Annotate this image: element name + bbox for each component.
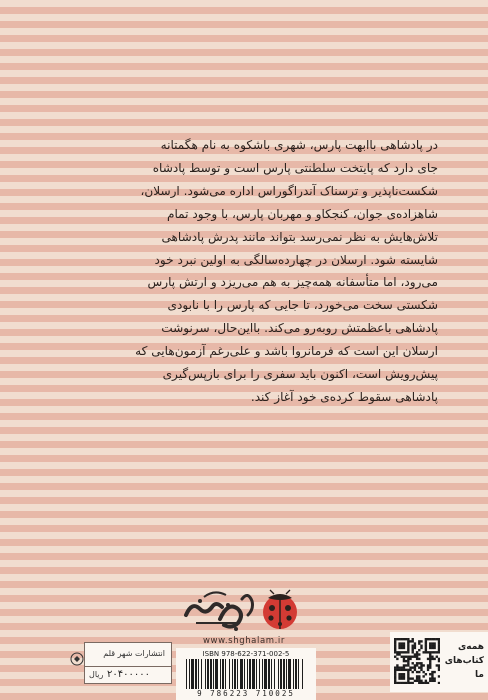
qr-module (438, 675, 440, 677)
qr-module (429, 651, 431, 653)
qr-module (414, 653, 416, 655)
qr-module (427, 664, 429, 666)
series-label-line2: کتاب‌های (444, 656, 484, 666)
qr-module (412, 647, 414, 649)
qr-code-icon[interactable] (394, 638, 440, 684)
qr-module (425, 640, 427, 642)
qr-module (398, 647, 400, 649)
qr-module (429, 664, 431, 666)
qr-module (409, 677, 411, 679)
qr-module (427, 682, 429, 684)
qr-module (429, 660, 431, 662)
qr-module (396, 638, 398, 640)
qr-module (403, 642, 405, 644)
qr-module (429, 666, 431, 668)
barcode-bar (237, 659, 238, 689)
qr-module (418, 671, 420, 673)
barcode-bar (210, 659, 212, 689)
qr-module (427, 651, 429, 653)
qr-module (407, 677, 409, 679)
qr-module (416, 656, 418, 658)
qr-module (409, 682, 411, 684)
blurb-line: در پادشاهی باابهت پارس، شهری باشکوه به نام هگمتانه (160, 138, 438, 152)
barcode-bar (225, 659, 226, 689)
qr-module (420, 666, 422, 668)
qr-module (414, 656, 416, 658)
barcode-bar (189, 659, 190, 689)
barcode-bar (229, 659, 230, 689)
qr-module (429, 680, 431, 682)
qr-module (403, 666, 405, 668)
barcode-bar (244, 659, 245, 689)
qr-module (418, 653, 420, 655)
qr-module (396, 664, 398, 666)
blurb-line: شکست‌ناپذیر و ترسناک آندراگوراس اداره می‌شود. ارسلان، (140, 183, 438, 198)
qr-module (414, 669, 416, 671)
barcode-bar (264, 659, 267, 689)
barcode-bar (234, 659, 236, 689)
barcode-bar (256, 659, 257, 689)
qr-module (436, 638, 438, 640)
qr-module (407, 645, 409, 647)
qr-module (401, 666, 403, 668)
qr-module (438, 649, 440, 651)
qr-module (420, 664, 422, 666)
qr-module (403, 645, 405, 647)
qr-module (427, 666, 429, 668)
barcode-bar (249, 659, 251, 689)
qr-module (433, 638, 435, 640)
qr-module (438, 658, 440, 660)
qr-module (429, 658, 431, 660)
qr-module (405, 651, 407, 653)
qr-module (394, 680, 396, 682)
qr-module (431, 642, 433, 644)
qr-module (427, 658, 429, 660)
qr-module (431, 680, 433, 682)
qr-module (420, 662, 422, 664)
blurb-line: شایسته شود. ارسلان در چهارده‌سالگی به اولین نبرد خود (154, 252, 438, 267)
barcode-bar (207, 659, 209, 689)
barcode-bar (295, 659, 297, 689)
price-value: ۲۰۴۰۰۰۰۰ (107, 669, 150, 680)
qr-module (431, 673, 433, 675)
barcode-bar (283, 659, 285, 689)
qr-module (412, 656, 414, 658)
qr-module (394, 649, 396, 651)
qr-module (405, 682, 407, 684)
barcode-bar (302, 659, 303, 689)
qr-module (412, 677, 414, 679)
qr-module (422, 651, 424, 653)
ladybug-icon (258, 588, 302, 632)
qr-module (438, 660, 440, 662)
qr-module (433, 658, 435, 660)
qr-module (403, 660, 405, 662)
barcode-bar (262, 659, 263, 689)
qr-module (401, 647, 403, 649)
qr-module (398, 653, 400, 655)
barcode-bar (213, 659, 214, 689)
qr-module (407, 660, 409, 662)
qr-module (420, 680, 422, 682)
publisher-seal-icon (70, 652, 84, 666)
qr-module (394, 642, 396, 644)
qr-module (438, 669, 440, 671)
qr-module (403, 651, 405, 653)
barcode-bar (198, 659, 199, 689)
barcode-bar (220, 659, 221, 689)
qr-module (398, 645, 400, 647)
qr-module (394, 666, 396, 668)
barcode-bar (240, 659, 243, 689)
qr-module (412, 666, 414, 668)
qr-module (416, 662, 418, 664)
barcode-bar (222, 659, 224, 689)
qr-module (407, 673, 409, 675)
qr-module (431, 675, 433, 677)
qr-module (416, 651, 418, 653)
qr-panel (390, 632, 488, 692)
barcode-bar (278, 659, 279, 689)
barcode-bar (259, 659, 260, 689)
qr-module (409, 666, 411, 668)
qr-module (394, 656, 396, 658)
qr-module (414, 666, 416, 668)
qr-module (422, 682, 424, 684)
qr-module (422, 675, 424, 677)
qr-module (431, 651, 433, 653)
qr-module (403, 675, 405, 677)
qr-module (429, 638, 431, 640)
blurb-line: ارسلان این است که فرمانروا باشد و علی‌رغم آزمون‌هایی که (135, 344, 438, 359)
qr-module (401, 656, 403, 658)
qr-module (431, 645, 433, 647)
blurb-line: می‌رود، اما متأسفانه همه‌چیز به هم می‌ریزد و ارتش پارس (147, 275, 438, 290)
qr-module (394, 675, 396, 677)
barcode-bar (280, 659, 282, 689)
qr-module (396, 658, 398, 660)
qr-module (425, 682, 427, 684)
qr-module (394, 682, 396, 684)
publisher-website[interactable]: www.shghalam.ir (203, 636, 285, 646)
qr-module (429, 653, 431, 655)
qr-module (418, 649, 420, 651)
qr-module (433, 645, 435, 647)
blurb-line: تلاش‌هایش به نظر نمی‌رسد بتواند مانند پدرش پادشاهی (161, 229, 438, 244)
qr-module (398, 673, 400, 675)
qr-module (401, 669, 403, 671)
qr-module (418, 682, 420, 684)
qr-module (403, 647, 405, 649)
qr-module (407, 640, 409, 642)
qr-module (403, 677, 405, 679)
barcode-bar (286, 659, 287, 689)
qr-module (416, 658, 418, 660)
blurb-line: شاهزاده‌ی جوان، کنجکاو و مهربان پارس، با وجود تمام (166, 206, 438, 221)
qr-module (418, 666, 420, 668)
isbn-number: ISBN 978-622-371-002-5 (202, 650, 290, 658)
qr-module (416, 677, 418, 679)
barcode-bar (205, 659, 206, 689)
qr-module (431, 658, 433, 660)
qr-module (405, 669, 407, 671)
qr-module (403, 682, 405, 684)
qr-module (418, 640, 420, 642)
qr-module (418, 662, 420, 664)
qr-module (431, 647, 433, 649)
qr-module (407, 662, 409, 664)
qr-module (438, 666, 440, 668)
barcode-bar (271, 659, 272, 689)
qr-module (429, 677, 431, 679)
qr-module (425, 638, 427, 640)
qr-module (398, 642, 400, 644)
qr-module (420, 647, 422, 649)
isbn-barcode (176, 648, 316, 700)
qr-module (420, 682, 422, 684)
barcode-bar (232, 659, 233, 689)
qr-module (433, 647, 435, 649)
qr-module (431, 677, 433, 679)
qr-module (416, 675, 418, 677)
qr-module (420, 669, 422, 671)
qr-module (431, 638, 433, 640)
qr-module (412, 645, 414, 647)
barcode-bar (293, 659, 294, 689)
qr-module (398, 666, 400, 668)
qr-module (407, 680, 409, 682)
qr-module (403, 656, 405, 658)
qr-module (405, 656, 407, 658)
qr-module (398, 675, 400, 677)
qr-module (433, 671, 435, 673)
qr-module (409, 640, 411, 642)
qr-module (398, 682, 400, 684)
qr-module (416, 671, 418, 673)
qr-module (407, 656, 409, 658)
qr-module (425, 651, 427, 653)
qr-module (409, 669, 411, 671)
qr-module (422, 671, 424, 673)
qr-module (405, 638, 407, 640)
qr-module (394, 638, 396, 640)
barcode-bar (252, 659, 255, 689)
qr-module (394, 673, 396, 675)
qr-module (427, 669, 429, 671)
qr-module (405, 664, 407, 666)
barcode-bar (298, 659, 299, 689)
qr-module (394, 647, 396, 649)
price-row (85, 666, 171, 684)
barcode-bar (201, 659, 202, 689)
barcode-bar (186, 659, 187, 689)
series-label-line3: ما (475, 670, 484, 680)
qr-module (401, 651, 403, 653)
qr-module (438, 638, 440, 640)
qr-module (416, 653, 418, 655)
qr-module (438, 664, 440, 666)
qr-module (429, 656, 431, 658)
qr-module (438, 642, 440, 644)
price-box (84, 642, 172, 684)
qr-module (396, 653, 398, 655)
barcode-bar (191, 659, 194, 689)
qr-module (407, 682, 409, 684)
qr-module (394, 640, 396, 642)
qr-module (433, 677, 435, 679)
qr-module (407, 638, 409, 640)
qr-module (431, 656, 433, 658)
blurb-line: پادشاهی باعظمتش روبه‌رو می‌کند. بااین‌حال، سرنوشت (161, 321, 438, 336)
qr-module (425, 680, 427, 682)
qr-module (412, 671, 414, 673)
qr-module (429, 647, 431, 649)
qr-module (438, 682, 440, 684)
qr-module (438, 647, 440, 649)
qr-module (414, 680, 416, 682)
barcode-bar (268, 659, 270, 689)
qr-module (414, 645, 416, 647)
qr-module (398, 669, 400, 671)
qr-module (412, 640, 414, 642)
qr-module (414, 664, 416, 666)
qr-module (407, 664, 409, 666)
barcode-bar (274, 659, 275, 689)
qr-module (403, 664, 405, 666)
blurb-line: پادشاهی سقوط کرده‌ی خود آغاز کند. (250, 389, 438, 404)
qr-module (438, 640, 440, 642)
qr-module (396, 666, 398, 668)
barcode-digits: 9 786223 710025 (197, 689, 295, 698)
qr-module (403, 673, 405, 675)
qr-module (407, 649, 409, 651)
qr-module (418, 680, 420, 682)
qr-module (425, 647, 427, 649)
qr-module (420, 640, 422, 642)
qr-module (394, 645, 396, 647)
qr-module (398, 651, 400, 653)
qr-module (407, 651, 409, 653)
qr-module (414, 647, 416, 649)
price-unit: ریال (89, 670, 104, 679)
barcode-icon (184, 659, 308, 689)
qr-module (412, 682, 414, 684)
qr-module (407, 671, 409, 673)
qr-module (396, 651, 398, 653)
qr-module (438, 651, 440, 653)
qr-module (412, 649, 414, 651)
qr-module (425, 649, 427, 651)
qr-module (429, 662, 431, 664)
qr-module (420, 645, 422, 647)
qr-module (403, 658, 405, 660)
series-label-line1: همه‌ی (458, 642, 484, 652)
qr-module (401, 675, 403, 677)
qr-module (429, 673, 431, 675)
qr-module (433, 651, 435, 653)
qr-module (401, 677, 403, 679)
qr-module (394, 677, 396, 679)
qr-module (414, 642, 416, 644)
qr-module (407, 658, 409, 660)
qr-module (433, 680, 435, 682)
qr-module (396, 669, 398, 671)
qr-module (407, 669, 409, 671)
blurb-line: پیش‌رویش است، اکنون باید سفری را برای بازپس‌گیری (162, 367, 438, 382)
barcode-bar (288, 659, 291, 689)
qr-module (425, 645, 427, 647)
barcode-bar (195, 659, 197, 689)
qr-module (398, 677, 400, 679)
back-cover-blurb (62, 134, 438, 409)
qr-module (418, 675, 420, 677)
qr-module (401, 638, 403, 640)
qr-module (425, 642, 427, 644)
qr-module (429, 645, 431, 647)
qr-module (403, 669, 405, 671)
qr-module (407, 675, 409, 677)
qr-module (412, 662, 414, 664)
qr-module (394, 671, 396, 673)
qr-module (394, 669, 396, 671)
qr-module (401, 642, 403, 644)
qr-module (409, 658, 411, 660)
qr-module (398, 638, 400, 640)
qr-module (396, 682, 398, 684)
qr-module (436, 664, 438, 666)
qr-module (403, 638, 405, 640)
qr-module (429, 642, 431, 644)
blurb-line: شکستی سخت می‌خورد، تا جایی که پارس را با نابودی (167, 298, 438, 313)
qr-module (422, 664, 424, 666)
price-box-publisher: انتشارات شهر قلم (103, 649, 165, 658)
qr-module (407, 647, 409, 649)
blurb-line: جای دارد که پایتخت سلطنتی پارس است و توسط پادشاه (152, 160, 438, 175)
qr-module (436, 651, 438, 653)
qr-module (436, 656, 438, 658)
qr-module (418, 658, 420, 660)
qr-module (427, 638, 429, 640)
qr-module (401, 673, 403, 675)
qr-module (401, 682, 403, 684)
qr-module (412, 651, 414, 653)
qr-module (409, 656, 411, 658)
barcode-bar (215, 659, 218, 689)
publisher-logo (176, 585, 256, 635)
qr-module (405, 660, 407, 662)
qr-module (412, 638, 414, 640)
barcode-bar (247, 659, 248, 689)
qr-module (433, 642, 435, 644)
qr-module (418, 642, 420, 644)
qr-module (438, 645, 440, 647)
qr-module (401, 645, 403, 647)
qr-module (425, 673, 427, 675)
qr-module (407, 642, 409, 644)
qr-module (416, 664, 418, 666)
qr-module (394, 651, 396, 653)
qr-module (431, 671, 433, 673)
qr-module (418, 677, 420, 679)
qr-module (416, 680, 418, 682)
